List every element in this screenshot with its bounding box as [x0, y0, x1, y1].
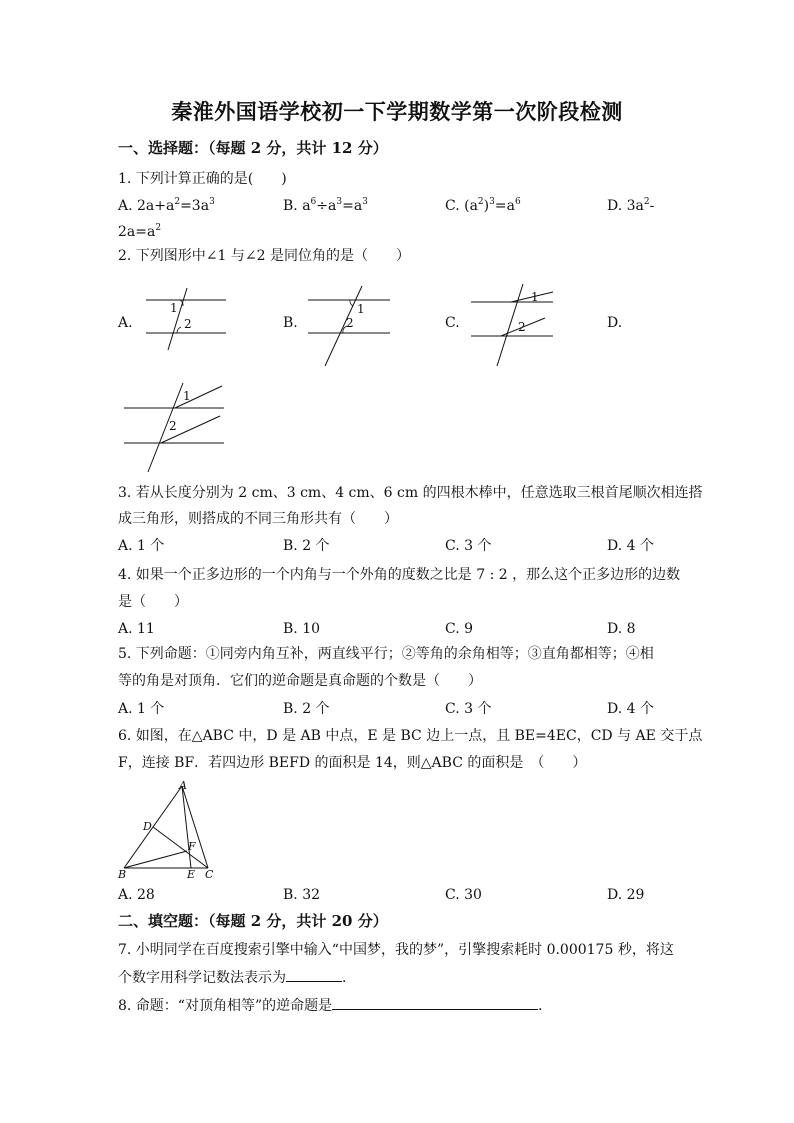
q5-option-d: D. 4 个 — [607, 701, 654, 717]
angle-1-label: 1 — [183, 389, 191, 403]
q4-option-c: C. 9 — [445, 621, 474, 637]
q6-triangle-figure — [116, 780, 220, 880]
q1-option-b: B. $a^6\div a^3=a^3$ — [283, 197, 368, 214]
q3-option-b: B. 2 个 — [283, 538, 330, 554]
angle-1-label: 1 — [531, 290, 539, 304]
q6-option-b: B. 32 — [283, 887, 321, 903]
q2-stem: 2. 下列图形中∠1 与∠2 是同位角的是（ ） — [118, 248, 410, 264]
q1-option-d-cont: $2a=a^2$ — [118, 223, 162, 240]
q4-stem-line1: 4. 如果一个正多边形的一个内角与一个外角的度数之比是 7 : 2 ，那么这个正多边形的边数 — [118, 567, 681, 583]
q5-stem-line2: 等的角是对顶角．它们的逆命题是真命题的个数是（ ） — [118, 673, 482, 689]
q6-option-d: D. 29 — [607, 887, 645, 903]
q1-option-a: A. $2a+a^2=3a^3$ — [118, 197, 215, 214]
point-e-label: E — [187, 868, 196, 880]
q8-stem: 8. 命题：“对顶角相等”的逆命题是 ． — [118, 995, 552, 1016]
q5-option-c: C. 3 个 — [445, 701, 492, 717]
q4-option-d: D. 8 — [607, 621, 636, 637]
angle-2-label: 2 — [518, 320, 526, 334]
q6-option-c: C. 30 — [445, 887, 482, 903]
page-title: 秦淮外国语学校初一下学期数学第一次阶段检测 — [171, 99, 623, 124]
vertex-c-label: C — [205, 868, 214, 880]
q1-option-c: C. $(a^2)^3=a^6$ — [445, 197, 521, 214]
q8-answer-blank[interactable] — [332, 995, 538, 1010]
q2-option-a-label: A. — [118, 315, 133, 331]
q7-answer-blank[interactable] — [286, 967, 342, 982]
q6-stem-line1: 6. 如图，在△ABC 中，D 是 AB 中点，E 是 BC 边上一点，且 BE=4EC，CD 与 AE 交于点 — [118, 728, 703, 744]
q2-figure-c — [465, 280, 560, 370]
q6-option-a: A. 28 — [118, 887, 155, 903]
angle-2-label: 2 — [169, 419, 177, 433]
angle-1-label: 1 — [357, 302, 365, 316]
q2-figure-a — [140, 282, 230, 352]
q2-figure-b — [300, 282, 395, 370]
q1-option-d: D. $3a^2-$ — [607, 197, 655, 214]
q4-stem-line2: 是（ ） — [118, 594, 188, 610]
q3-option-d: D. 4 个 — [607, 538, 654, 554]
q2-option-b-label: B. — [283, 315, 298, 331]
point-f-label: F — [188, 840, 196, 853]
point-d-label: D — [143, 820, 152, 833]
q4-option-b: B. 10 — [283, 621, 321, 637]
q4-option-a: A. 11 — [118, 621, 155, 637]
vertex-a-label: A — [179, 780, 187, 792]
q6-stem-line2: F，连接 BF．若四边形 BEFD 的面积是 14，则△ABC 的面积是 （ ） — [118, 755, 587, 771]
q2-option-c-label: C. — [445, 315, 460, 331]
section2-heading: 二、填空题：（每题 2 分，共计 20 分） — [118, 912, 388, 930]
q1-stem: 1. 下列计算正确的是( ) — [118, 171, 287, 187]
q5-stem-line1: 5. 下列命题：①同旁内角互补，两直线平行；②等角的余角相等；③直角都相等；④相 — [118, 646, 654, 662]
q3-stem-line2: 成三角形，则搭成的不同三角形共有（ ） — [118, 511, 398, 527]
angle-1-label: 1 — [170, 301, 178, 315]
q5-option-a: A. 1 个 — [118, 701, 165, 717]
q3-option-c: C. 3 个 — [445, 538, 492, 554]
section1-heading: 一、选择题：（每题 2 分，共计 12 分） — [118, 139, 388, 157]
q7-stem-line2: 个数字用科学记数法表示为 ． — [118, 967, 356, 988]
vertex-b-label: B — [118, 868, 127, 880]
angle-2-label: 2 — [346, 316, 354, 330]
q5-option-b: B. 2 个 — [283, 701, 330, 717]
q7-stem-line1: 7. 小明同学在百度搜索引擎中输入“中国梦，我的梦”，引擎搜索耗时 0.000175 秒，将这 — [118, 942, 674, 958]
q3-stem-line1: 3. 若从长度分别为 2 cm、3 cm、4 cm、6 cm 的四根木棒中，任意选取三根首尾顺次相连搭 — [118, 485, 703, 501]
angle-2-label: 2 — [184, 317, 192, 331]
q2-figure-d — [120, 380, 230, 475]
q3-option-a: A. 1 个 — [118, 538, 165, 554]
q2-option-d-label: D. — [607, 315, 623, 331]
